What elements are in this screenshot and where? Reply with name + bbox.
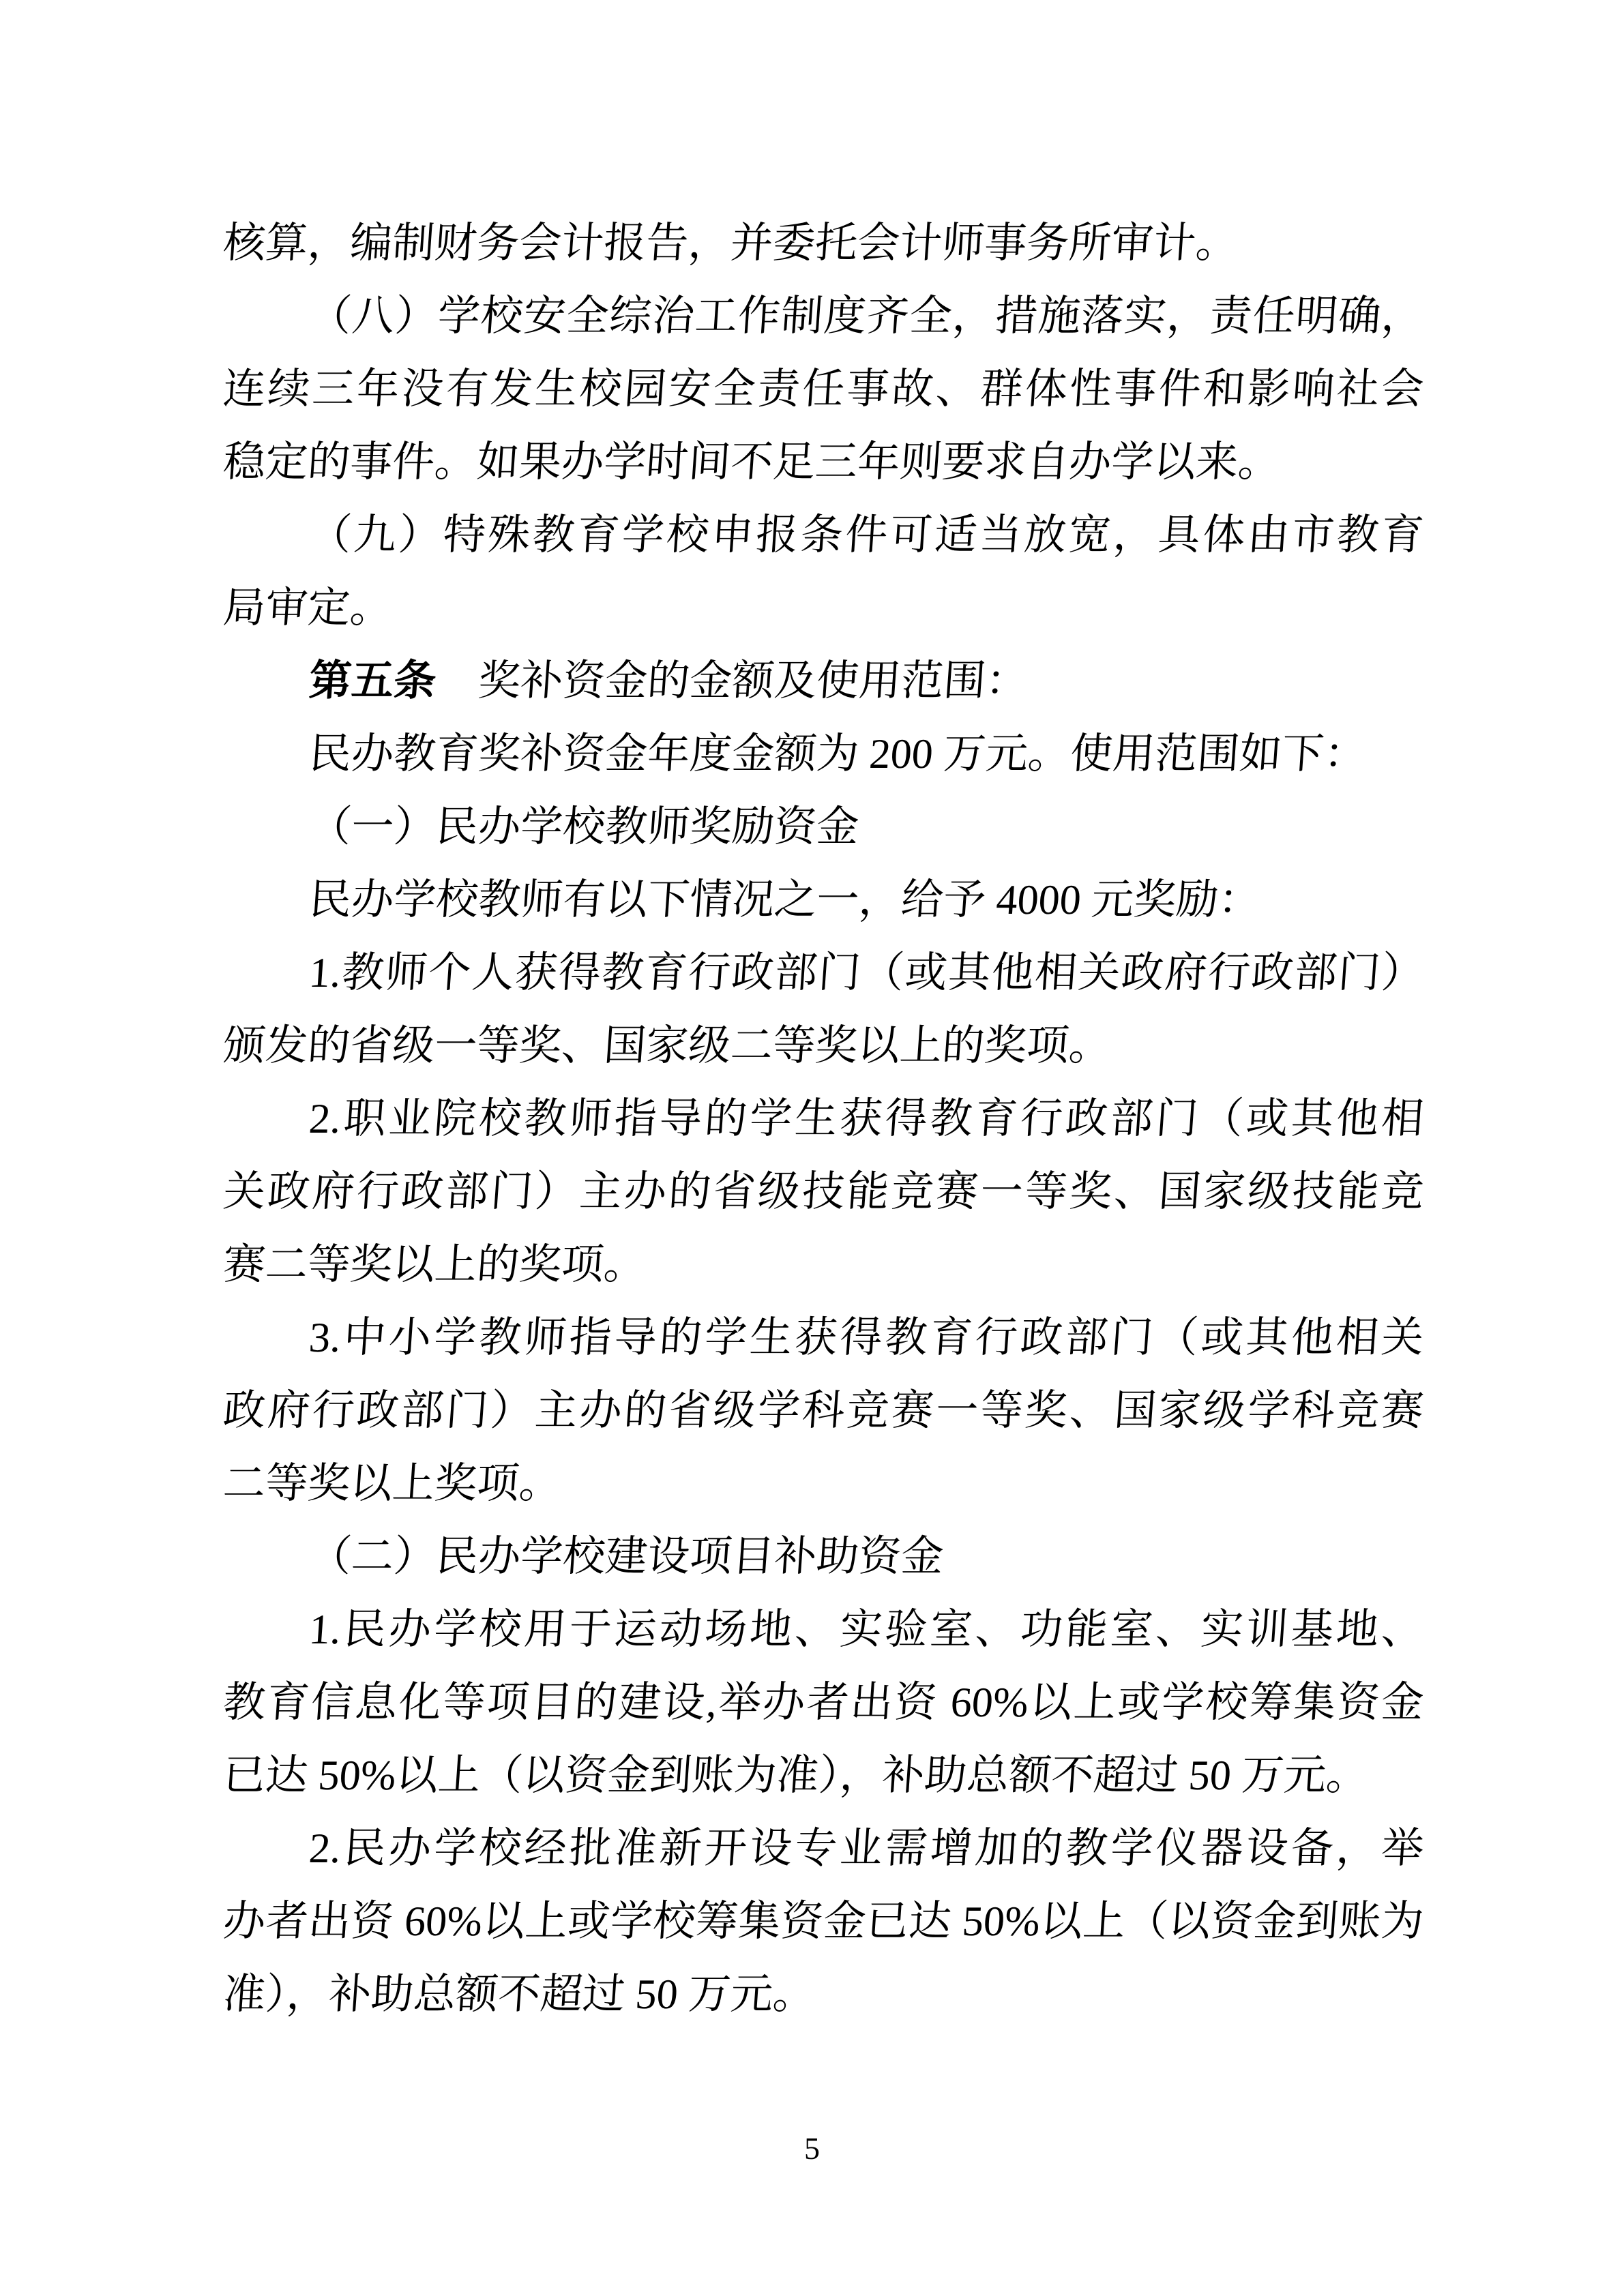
text-line: 核算，编制财务会计报告，并委托会计师事务所审计。 (221, 220, 1240, 267)
text-line: 二等奖以上奖项。 (221, 1461, 563, 1507)
text-line: 1.民办学校用于运动场地、实验室、功能室、实训基地、 (307, 1607, 1426, 1653)
text-line: 已达 50%以上（以资金到账为准），补助总额不超过 50 万元。 (221, 1753, 1370, 1799)
text-line: 稳定的事件。如果办学时间不足三年则要求自办学以来。 (221, 439, 1282, 486)
text-line: 民办教育奖补资金年度金额为 200 万元。使用范围如下： (307, 731, 1368, 777)
text-line: （一）民办学校教师奖励资金 (307, 804, 861, 850)
text-line: 颁发的省级一等奖、国家级二等奖以上的奖项。 (221, 1023, 1113, 1069)
text-line: 准），补助总额不超过 50 万元。 (221, 1971, 817, 2018)
document-body (221, 207, 1426, 2031)
text-line: 局审定。 (221, 585, 394, 631)
text-line: 2.职业院校教师指导的学生获得教育行政部门（或其他相 (307, 1096, 1426, 1142)
line-text: 奖补资金的金额及使用范围： (434, 658, 1030, 704)
text-line: （二）民办学校建设项目补助资金 (307, 1534, 945, 1580)
article-heading: 第五条 (307, 658, 438, 704)
text-line: （八）学校安全综治工作制度齐全，措施落实，责任明确， (307, 293, 1426, 340)
text-line: 政府行政部门）主办的省级学科竞赛一等奖、国家级学科竞赛 (221, 1388, 1426, 1434)
text-line: 2.民办学校经批准新开设专业需增加的教学仪器设备，举 (307, 1825, 1426, 1872)
text-line: 民办学校教师有以下情况之一，给予 4000 元奖励： (307, 877, 1263, 923)
text-line: （九）特殊教育学校申报条件可适当放宽，具体由市教育 (307, 512, 1426, 558)
text-line: 教育信息化等项目的建设,举办者出资 60%以上或学校筹集资金 (221, 1680, 1426, 1726)
text-line: 关政府行政部门）主办的省级技能竞赛一等奖、国家级技能竞 (221, 1169, 1426, 1215)
text-line: 1.教师个人获得教育行政部门（或其他相关政府行政部门） (307, 950, 1426, 996)
text-line: 3.中小学教师指导的学生获得教育行政部门（或其他相关 (307, 1315, 1426, 1361)
text-line: 连续三年没有发生校园安全责任事故、群体性事件和影响社会 (221, 366, 1426, 413)
text-line: 赛二等奖以上的奖项。 (221, 1242, 648, 1288)
text-line: 办者出资 60%以上或学校筹集资金已达 50%以上（以资金到账为 (221, 1898, 1426, 1945)
page-number: 5 (804, 2131, 820, 2166)
text-line (221, 645, 1426, 718)
